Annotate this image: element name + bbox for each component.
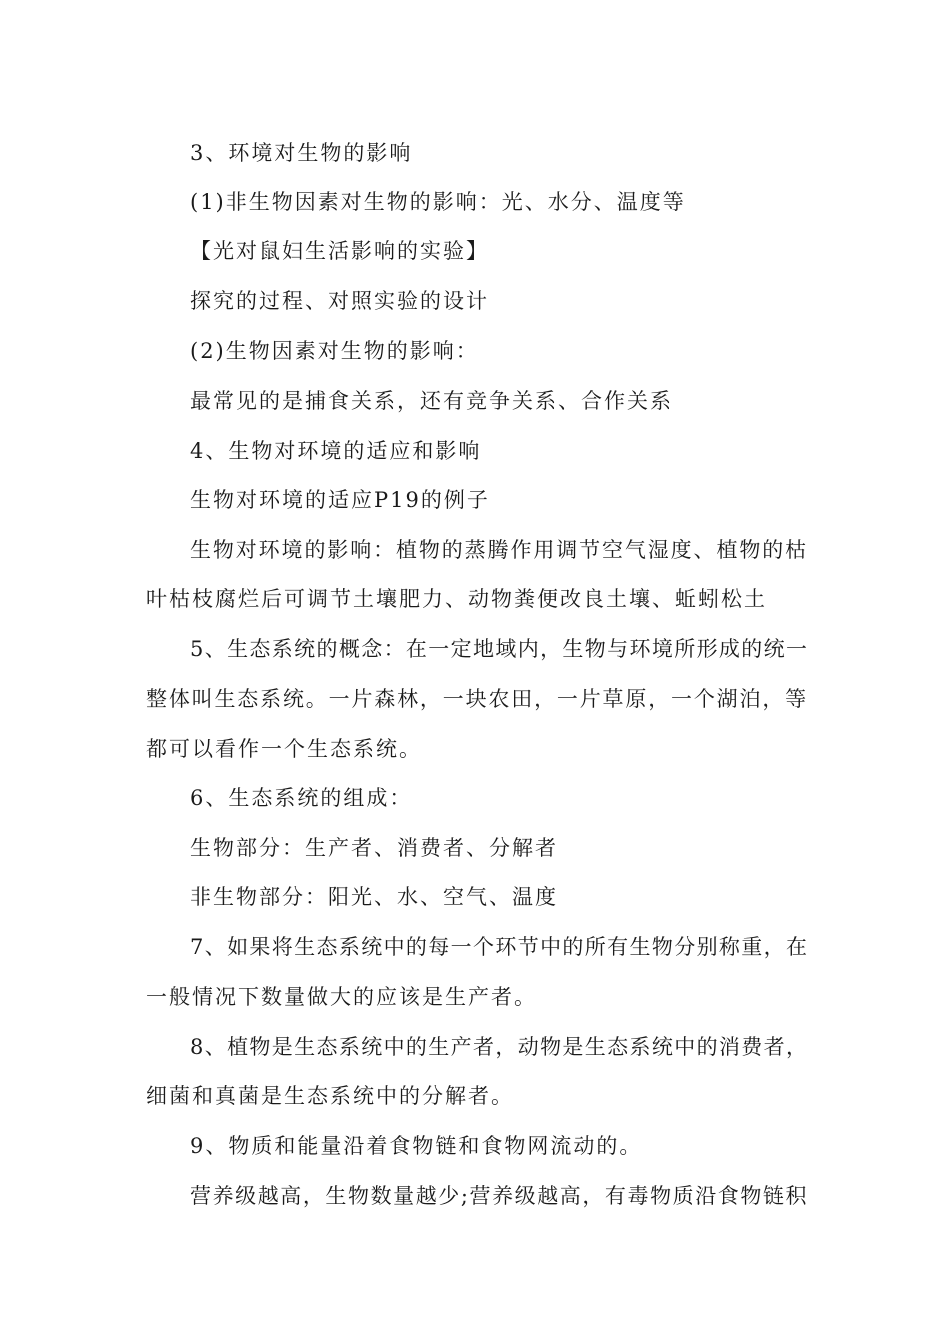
section-6-heading: 6、生态系统的组成： xyxy=(190,786,413,810)
section-7-line-1: 7、如果将生态系统中的每一个环节中的所有生物分别称重，在 xyxy=(190,935,809,959)
ecosystem-concept-line-3: 都可以看作一个生态系统。 xyxy=(146,737,422,761)
ecosystem-concept-line-2: 整体叫生态系统。一片森林，一块农田，一片草原，一个湖泊，等 xyxy=(146,687,808,711)
section-3-heading: 3、环境对生物的影响 xyxy=(190,141,413,165)
section-8-line-1: 8、植物是生态系统中的生产者，动物是生态系统中的消费者， xyxy=(190,1035,809,1059)
trophic-level-line: 营养级越高，生物数量越少;营养级越高，有毒物质沿食物链积 xyxy=(190,1184,809,1208)
section-7-line-2: 一般情况下数量做大的应该是生产者。 xyxy=(146,985,537,1009)
influence-line-1: 生物对环境的影响：植物的蒸腾作用调节空气湿度、植物的枯 xyxy=(190,538,808,562)
abiotic-components-line: 非生物部分：阳光、水、空气、温度 xyxy=(190,885,558,909)
biotic-factors-line: (2)生物因素对生物的影响： xyxy=(190,339,479,363)
experiment-design-line: 探究的过程、对照实验的设计 xyxy=(190,289,489,313)
biotic-components-line: 生物部分：生产者、消费者、分解者 xyxy=(190,836,558,860)
relationships-line: 最常见的是捕食关系，还有竞争关系、合作关系 xyxy=(190,389,673,413)
experiment-title-line: 【光对鼠妇生活影响的实验】 xyxy=(190,239,489,263)
section-4-heading: 4、生物对环境的适应和影响 xyxy=(190,439,482,463)
influence-line-2: 叶枯枝腐烂后可调节土壤肥力、动物粪便改良土壤、蚯蚓松土 xyxy=(146,587,767,611)
adaptation-example-line: 生物对环境的适应P19的例子 xyxy=(190,488,490,512)
ecosystem-concept-line-1: 5、生态系统的概念：在一定地域内，生物与环境所形成的统一 xyxy=(190,637,809,661)
abiotic-factors-line: (1)非生物因素对生物的影响：光、水分、温度等 xyxy=(190,190,686,214)
section-9-line: 9、物质和能量沿着食物链和食物网流动的。 xyxy=(190,1134,643,1158)
section-8-line-2: 细菌和真菌是生态系统中的分解者。 xyxy=(146,1084,514,1108)
